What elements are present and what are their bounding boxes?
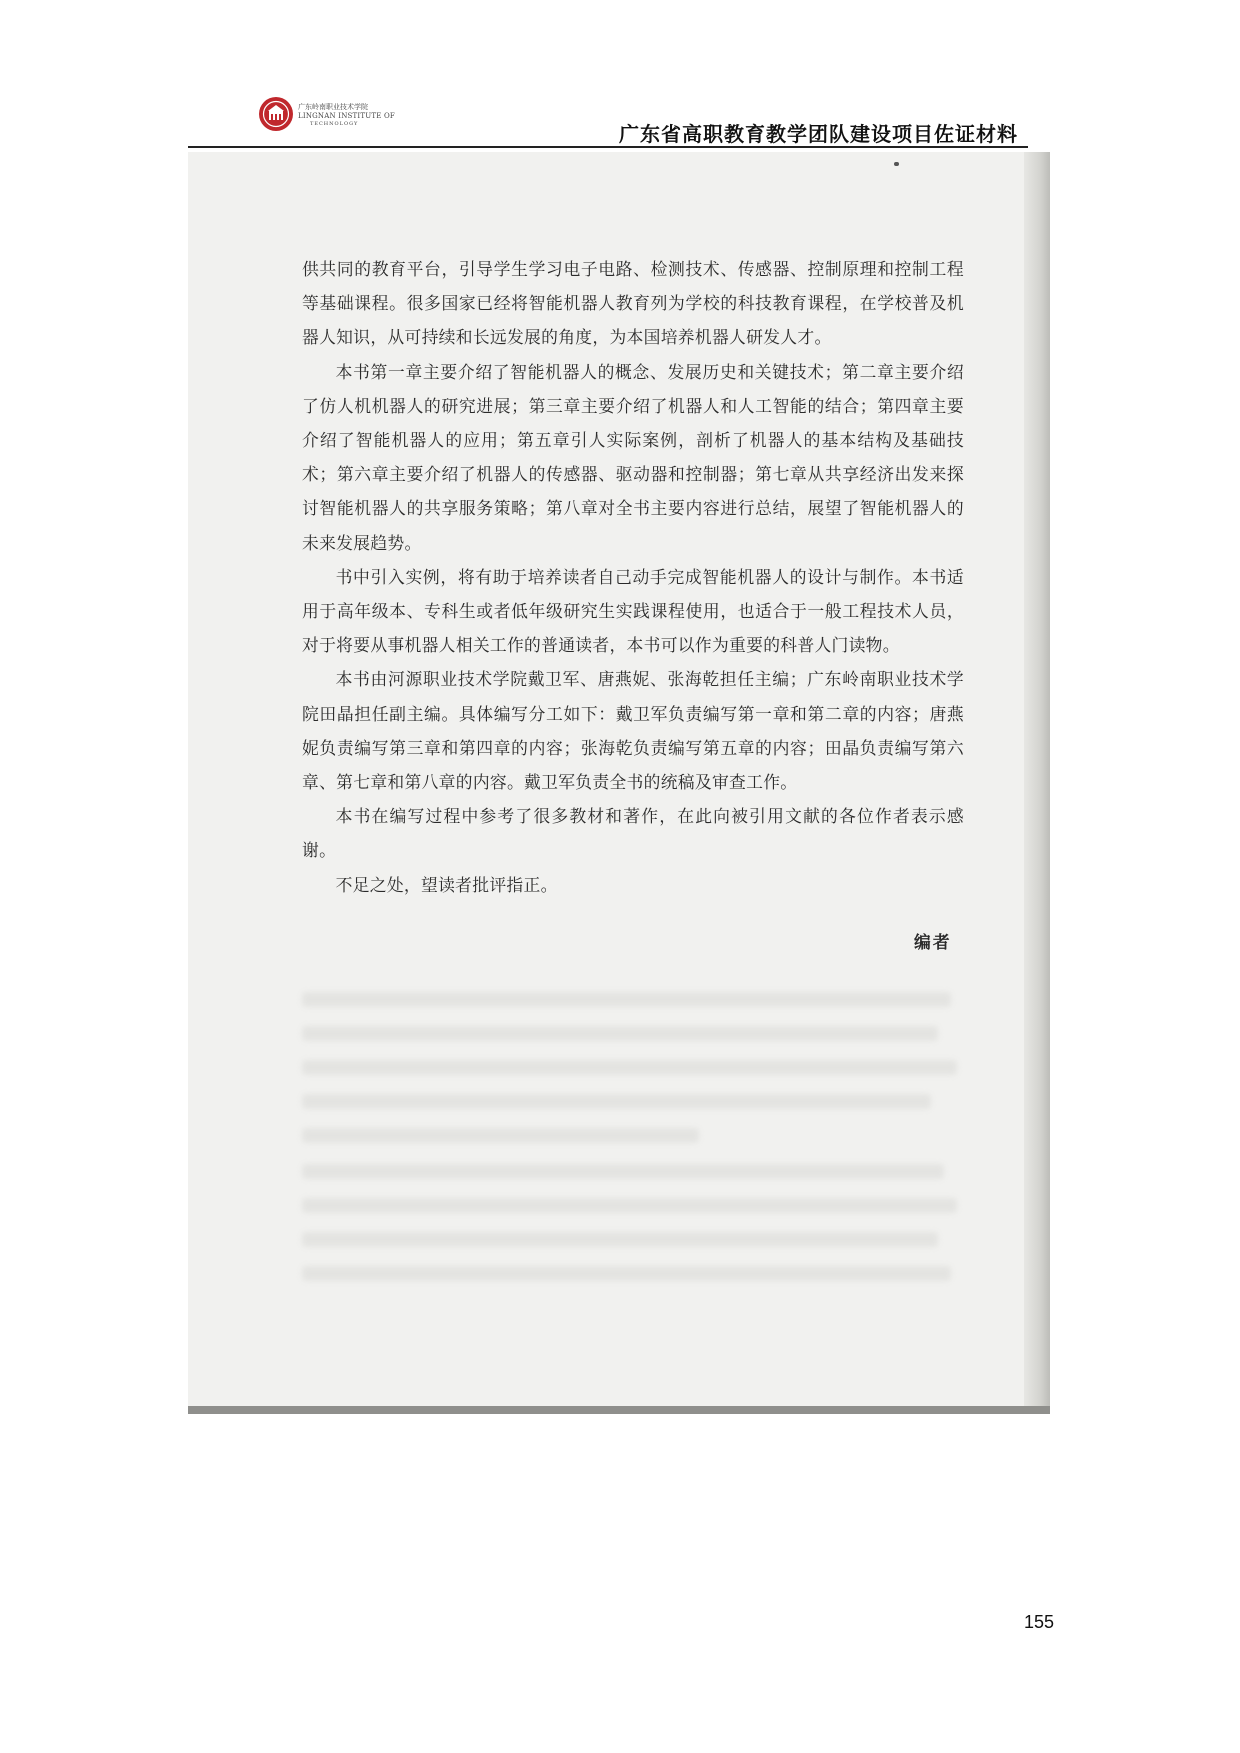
paragraph-6: 不足之处，望读者批评指正。 — [335, 874, 558, 895]
institute-logo — [258, 96, 395, 136]
bleed-line — [302, 992, 951, 1007]
show-through-text — [302, 952, 964, 1282]
book-spine-shadow — [1024, 152, 1050, 1414]
bleed-line — [302, 1094, 931, 1109]
preface-signature: 编者 — [914, 932, 952, 952]
institute-name-cn: 广东岭南职业技术学院 — [298, 103, 368, 111]
paragraph-3: 书中引入实例，将有助于培养读者自己动手完成智能机器人的设计与制作。本书适用于高年级本、专科生或者低年级研究生实践课程使用，也适合于一般工程技术人员，对于将要从事机器人相关工作的普通读者，本书可以作为重要的科普人门读物。 — [302, 566, 964, 656]
paragraph-1: 供共同的教育平台，引导学生学习电子电路、检测技术、传感器、控制原理和控制工程等基础课程。很多国家已经将智能机器人教育列为学校的科技教育课程，在学校普及机器人知识，从可持续和长远发展的角度，为本国培养机器人研发人才。 — [302, 259, 964, 348]
scanned-book-page — [188, 152, 1050, 1414]
scan-speck — [894, 162, 899, 166]
bleed-line — [302, 1266, 951, 1281]
institute-name-en: LINGNAN INSTITUTE OF — [298, 112, 395, 120]
page-header — [188, 84, 1028, 148]
bleed-line — [302, 1060, 957, 1075]
institute-seal-icon — [258, 96, 294, 132]
header-title: 广东省高职教育教学团队建设项目佐证材料 — [619, 122, 1018, 146]
bleed-line — [302, 1164, 944, 1179]
page-number: 155 — [1024, 1612, 1055, 1632]
bleed-line — [302, 1128, 699, 1143]
bleed-line — [302, 1026, 938, 1041]
bleed-line — [302, 1198, 957, 1213]
scan-bottom-edge — [188, 1406, 1050, 1414]
bleed-line — [302, 1232, 938, 1247]
preface-text — [302, 252, 964, 902]
paragraph-2: 本书第一章主要介绍了智能机器人的概念、发展历史和关键技术；第二章主要介绍了仿人机机器人的研究进展；第三章主要介绍了机器人和人工智能的结合；第四章主要介绍了智能机器人的应用；第五章引人实际案例，剖析了机器人的基本结构及基础技术；第六章主要介绍了机器人的传感器、驱动器和控制器；第七章从共享经济出发来探讨智能机器人的共享服务策略；第八章对全书主要内容进行总结，展望了智能机器人的未来发展趋势。 — [302, 361, 964, 553]
paragraph-5: 本书在编写过程中参考了很多教材和著作，在此向被引用文献的各位作者表示感谢。 — [302, 806, 964, 861]
header-divider — [188, 146, 1028, 148]
paragraph-4: 本书由河源职业技术学院戴卫军、唐燕妮、张海乾担任主编；广东岭南职业技术学院田晶担任副主编。具体编写分工如下：戴卫军负责编写第一章和第二章的内容；唐燕妮负责编写第三章和第四章的内容；张海乾负责编写第五章的内容；田晶负责编写第六章、第七章和第八章的内容。戴卫军负责全书的统稿及审查工作。 — [302, 669, 964, 793]
institute-name-en-2: TECHNOLOGY — [310, 121, 359, 127]
